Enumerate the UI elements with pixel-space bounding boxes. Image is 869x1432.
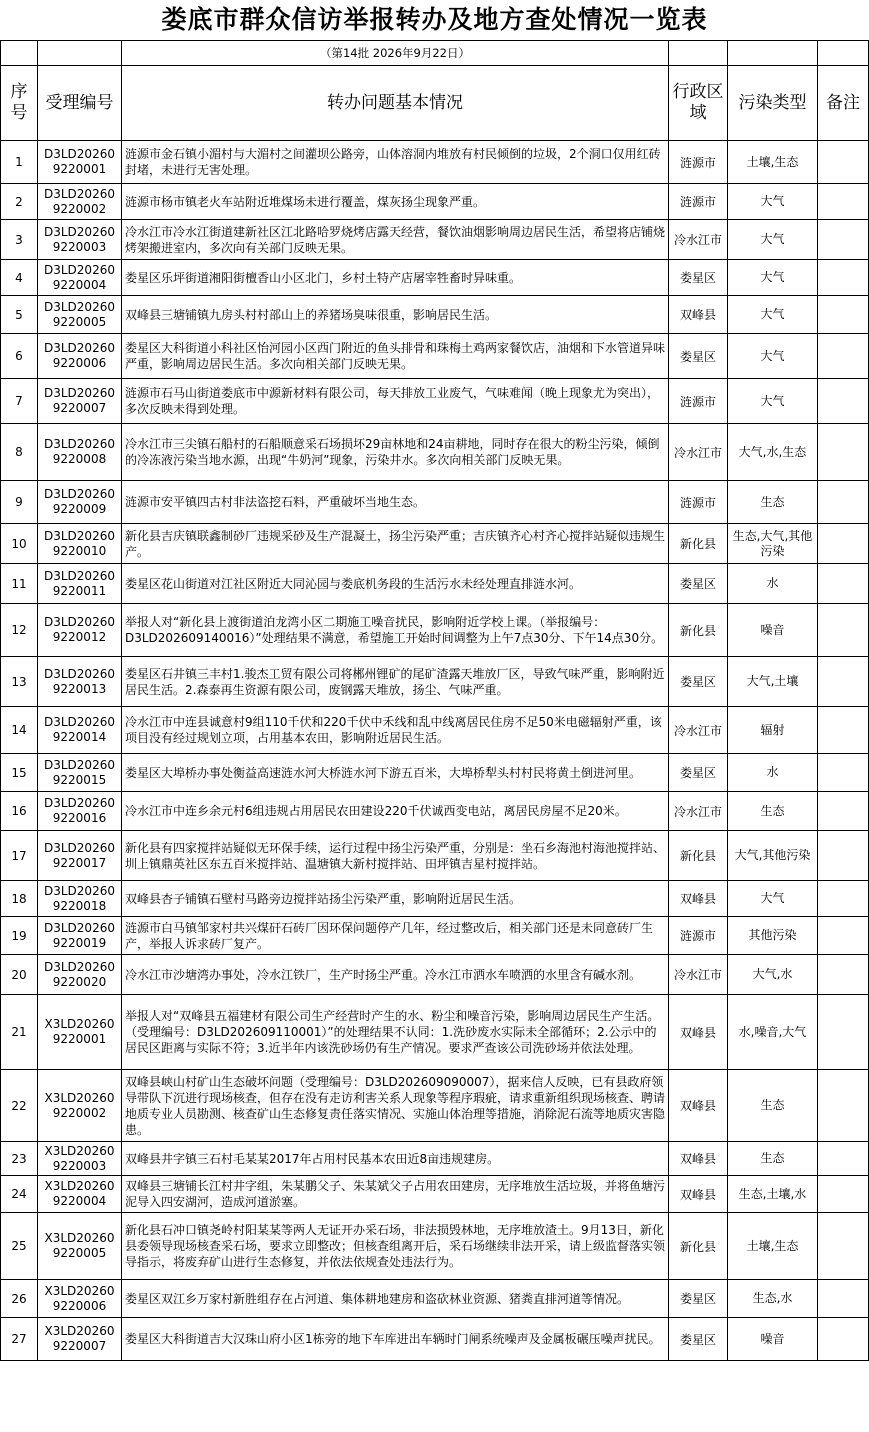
cell-id: X3LD202609220002 <box>38 1070 122 1142</box>
cell-no: 17 <box>1 831 38 881</box>
report-table <box>0 40 869 1361</box>
cell-desc: 娄星区大科街道吉大汉珠山府小区1栋旁的地下车库进出车辆时门闸系统噪声及金属板碾压噪声扰民。 <box>122 1318 669 1361</box>
cell-desc: 冷水江市沙塘湾办事处，冷水江铁厂，生产时扬尘严重。冷水江市洒水车喷洒的水里含有碱水剂。 <box>122 955 669 995</box>
cell-type: 生态 <box>728 1070 818 1142</box>
cell-remark <box>818 604 869 657</box>
cell-type: 土壤,生态 <box>728 141 818 184</box>
cell-remark <box>818 831 869 881</box>
cell-desc: 娄星区大埠桥办事处衡益高速涟水河大桥涟水河下游五百米，大埠桥犁头村村民将黄土倒进河里。 <box>122 754 669 792</box>
cell-id: D3LD202609220015 <box>38 754 122 792</box>
cell-desc: 涟源市石马山街道娄底市中源新材料有限公司，每天排放工业废气，气味难闻（晚上现象尤为突出），多次反映未得到处理。 <box>122 379 669 424</box>
cell-desc: 双峰县峡山村矿山生态破坏问题（受理编号：D3LD202609090007），据来信人反映，已有县政府领导带队下沉进行现场核查，但存在没有走访利害关系人现象等程序瑕疵，请求重新组织现场核查、聘请地质专业人员勘测、核查矿山生态修复责任落实情况、实施山体治理等措施，消除泥石流等地质灾害隐患。 <box>122 1070 669 1142</box>
cell-id: D3LD202609220013 <box>38 657 122 707</box>
cell-remark <box>818 881 869 917</box>
cell-no: 18 <box>1 881 38 917</box>
table-row <box>1 424 869 481</box>
cell-remark <box>818 1070 869 1142</box>
cell-no: 25 <box>1 1213 38 1280</box>
cell-no: 6 <box>1 334 38 379</box>
cell-desc: 娄星区双江乡万家村新胜组存在占河道、集体耕地建房和盗砍林业资源、猪粪直排河道等情况。 <box>122 1280 669 1318</box>
batch-blank-cell <box>728 41 818 66</box>
batch-blank-cell <box>818 41 869 66</box>
cell-no: 13 <box>1 657 38 707</box>
table-row <box>1 260 869 296</box>
cell-desc: 娄星区乐坪街道湘阳街檀香山小区北门，乡村土特产店屠宰牲畜时异味重。 <box>122 260 669 296</box>
header-region: 行政区域 <box>669 66 728 141</box>
cell-region: 娄星区 <box>669 754 728 792</box>
cell-desc: 新化县吉庆镇联鑫制砂厂违规采砂及生产混凝土，扬尘污染严重；吉庆镇齐心村齐心搅拌站疑似违规生产。 <box>122 524 669 564</box>
cell-id: D3LD202609220018 <box>38 881 122 917</box>
cell-type: 大气 <box>728 334 818 379</box>
cell-no: 20 <box>1 955 38 995</box>
cell-no: 15 <box>1 754 38 792</box>
cell-type: 大气,土壤 <box>728 657 818 707</box>
cell-remark <box>818 220 869 260</box>
cell-desc: 涟源市白马镇邹家村共兴煤矸石砖厂因环保问题停产几年，经过整改后，相关部门还是未同意砖厂生产，举报人诉求砖厂复产。 <box>122 917 669 955</box>
cell-type: 生态 <box>728 1142 818 1176</box>
cell-id: D3LD202609220011 <box>38 564 122 604</box>
cell-no: 9 <box>1 481 38 524</box>
cell-no: 14 <box>1 707 38 754</box>
table-row <box>1 296 869 334</box>
cell-desc: 新化县石冲口镇尧岭村阳某某等两人无证开办采石场，非法损毁林地，无序堆放渣土。9月13日，新化县委领导现场核查采石场，要求立即整改；但核查组离开后，采石场继续非法开采，请上级监督落实领导指示，将废弃矿山进行生态修复，并依法依规查处违法行为。 <box>122 1213 669 1280</box>
cell-remark <box>818 481 869 524</box>
cell-region: 娄星区 <box>669 260 728 296</box>
cell-no: 11 <box>1 564 38 604</box>
table-row <box>1 917 869 955</box>
cell-region: 涟源市 <box>669 184 728 220</box>
cell-type: 大气 <box>728 881 818 917</box>
cell-region: 冷水江市 <box>669 424 728 481</box>
cell-region: 双峰县 <box>669 1176 728 1213</box>
cell-region: 双峰县 <box>669 881 728 917</box>
cell-type: 大气,水 <box>728 955 818 995</box>
cell-id: D3LD202609220007 <box>38 379 122 424</box>
cell-no: 3 <box>1 220 38 260</box>
cell-type: 生态,水 <box>728 1280 818 1318</box>
cell-no: 4 <box>1 260 38 296</box>
cell-id: D3LD202609220004 <box>38 260 122 296</box>
cell-type: 大气 <box>728 184 818 220</box>
cell-desc: 冷水江市冷水江街道建新社区江北路哈罗烧烤店露天经营，餐饮油烟影响周边居民生活，希望将店铺烧烤架搬进室内，多次向有关部门反映无果。 <box>122 220 669 260</box>
cell-no: 5 <box>1 296 38 334</box>
cell-type: 噪音 <box>728 604 818 657</box>
cell-remark <box>818 1142 869 1176</box>
cell-region: 涟源市 <box>669 481 728 524</box>
cell-desc: 娄星区大科街道小科社区怡河园小区西门附近的鱼头排骨和珠梅土鸡两家餐饮店，油烟和下水管道异味严重，影响周边居民生活。多次向相关部门反映无果。 <box>122 334 669 379</box>
cell-id: D3LD202609220019 <box>38 917 122 955</box>
cell-id: X3LD202609220004 <box>38 1176 122 1213</box>
cell-remark <box>818 379 869 424</box>
table-row <box>1 379 869 424</box>
document-title: 娄底市群众信访举报转办及地方查处情况一览表 <box>161 5 708 34</box>
table-row <box>1 881 869 917</box>
table-row <box>1 481 869 524</box>
table-row <box>1 1280 869 1318</box>
cell-region: 新化县 <box>669 831 728 881</box>
cell-no: 26 <box>1 1280 38 1318</box>
cell-remark <box>818 296 869 334</box>
cell-remark <box>818 792 869 831</box>
cell-desc: 举报人对“双峰县五福建材有限公司生产经营时产生的水、粉尘和噪音污染，影响周边居民生产生活。（受理编号：D3LD202609110001）”的处理结果不认同：1.洗砂废水实际未全部循环；2.公示中的居民区距离与实际不符；3.近半年内该洗砂场仍有生产情况。要求严查该公司洗砂场并依法处理。 <box>122 995 669 1070</box>
cell-id: X3LD202609220001 <box>38 995 122 1070</box>
cell-id: D3LD202609220008 <box>38 424 122 481</box>
cell-no: 19 <box>1 917 38 955</box>
cell-remark <box>818 141 869 184</box>
cell-id: X3LD202609220005 <box>38 1213 122 1280</box>
header-type: 污染类型 <box>728 66 818 141</box>
table-row <box>1 707 869 754</box>
cell-type: 土壤,生态 <box>728 1213 818 1280</box>
cell-region: 涟源市 <box>669 141 728 184</box>
cell-desc: 双峰县三塘铺长江村井字组，朱某鹏父子、朱某斌父子占用农田建房，无序堆放生活垃圾，并将鱼塘污泥导入四安湖河，造成河道淤塞。 <box>122 1176 669 1213</box>
cell-remark <box>818 917 869 955</box>
cell-no: 12 <box>1 604 38 657</box>
table-row <box>1 1142 869 1176</box>
cell-no: 23 <box>1 1142 38 1176</box>
table-row <box>1 955 869 995</box>
cell-no: 1 <box>1 141 38 184</box>
header-row <box>1 66 869 141</box>
table-row <box>1 184 869 220</box>
cell-region: 冷水江市 <box>669 955 728 995</box>
table-row <box>1 1318 869 1361</box>
cell-remark <box>818 707 869 754</box>
cell-remark <box>818 334 869 379</box>
cell-remark <box>818 524 869 564</box>
table-row <box>1 831 869 881</box>
cell-type: 水 <box>728 754 818 792</box>
table-row <box>1 657 869 707</box>
cell-region: 双峰县 <box>669 995 728 1070</box>
cell-desc: 双峰县杏子铺镇石壁村马路旁边搅拌站扬尘污染严重，影响附近居民生活。 <box>122 881 669 917</box>
cell-desc: 新化县有四家搅拌站疑似无环保手续，运行过程中扬尘污染严重，分别是：坐石乡海池村海池搅拌站、圳上镇鼎英社区东五百米搅拌站、温塘镇大新村搅拌站、田坪镇吉星村搅拌站。 <box>122 831 669 881</box>
cell-type: 大气 <box>728 260 818 296</box>
table-row <box>1 564 869 604</box>
cell-remark <box>818 1318 869 1361</box>
cell-remark <box>818 184 869 220</box>
cell-remark <box>818 1176 869 1213</box>
batch-blank-cell <box>669 41 728 66</box>
cell-region: 冷水江市 <box>669 707 728 754</box>
cell-remark <box>818 754 869 792</box>
cell-id: D3LD202609220002 <box>38 184 122 220</box>
cell-id: X3LD202609220006 <box>38 1280 122 1318</box>
cell-region: 新化县 <box>669 1213 728 1280</box>
cell-desc: 举报人对“新化县上渡街道泊龙湾小区二期施工噪音扰民，影响附近学校上课。（举报编号：D3LD202609140016）”处理结果不满意，希望施工开始时间调整为上午7点30分、下午14点30分。 <box>122 604 669 657</box>
cell-no: 8 <box>1 424 38 481</box>
cell-type: 水 <box>728 564 818 604</box>
cell-desc: 娄星区花山街道对江社区附近大同沁园与娄底机务段的生活污水未经处理直排涟水河。 <box>122 564 669 604</box>
cell-no: 27 <box>1 1318 38 1361</box>
cell-id: D3LD202609220006 <box>38 334 122 379</box>
cell-no: 24 <box>1 1176 38 1213</box>
cell-remark <box>818 657 869 707</box>
table-row <box>1 141 869 184</box>
cell-id: D3LD202609220016 <box>38 792 122 831</box>
cell-region: 娄星区 <box>669 1318 728 1361</box>
cell-desc: 涟源市杨市镇老火车站附近堆煤场未进行覆盖，煤灰扬尘现象严重。 <box>122 184 669 220</box>
cell-no: 21 <box>1 995 38 1070</box>
cell-type: 生态,大气,其他污染 <box>728 524 818 564</box>
batch-row <box>1 41 869 66</box>
cell-remark <box>818 955 869 995</box>
cell-no: 7 <box>1 379 38 424</box>
cell-region: 涟源市 <box>669 917 728 955</box>
cell-desc: 涟源市安平镇四古村非法盗挖石料，严重破坏当地生态。 <box>122 481 669 524</box>
cell-id: D3LD202609220012 <box>38 604 122 657</box>
cell-id: D3LD202609220001 <box>38 141 122 184</box>
cell-id: X3LD202609220007 <box>38 1318 122 1361</box>
cell-type: 辐射 <box>728 707 818 754</box>
cell-id: D3LD202609220005 <box>38 296 122 334</box>
cell-type: 大气,其他污染 <box>728 831 818 881</box>
table-row <box>1 220 869 260</box>
cell-desc: 冷水江市三尖镇石船村的石船顺意采石场损坏29亩林地和24亩耕地，同时存在很大的粉尘污染，倾倒的冷冻液污染当地水源，出现“牛奶河”现象，污染井水。多次向相关部门反映无果。 <box>122 424 669 481</box>
cell-type: 大气 <box>728 296 818 334</box>
cell-region: 新化县 <box>669 524 728 564</box>
table-row <box>1 1176 869 1213</box>
cell-desc: 涟源市金石镇小湄村与大湄村之间灌坝公路旁，山体溶洞内堆放有村民倾倒的垃圾，2个洞口仅用红砖封堵，未进行无害处理。 <box>122 141 669 184</box>
cell-region: 新化县 <box>669 604 728 657</box>
cell-region: 冷水江市 <box>669 220 728 260</box>
cell-no: 16 <box>1 792 38 831</box>
cell-no: 2 <box>1 184 38 220</box>
header-no: 序号 <box>1 66 38 141</box>
cell-id: D3LD202609220014 <box>38 707 122 754</box>
cell-remark <box>818 995 869 1070</box>
cell-remark <box>818 260 869 296</box>
header-desc: 转办问题基本情况 <box>122 66 669 141</box>
cell-no: 10 <box>1 524 38 564</box>
table-row <box>1 334 869 379</box>
table-row <box>1 995 869 1070</box>
cell-region: 双峰县 <box>669 1142 728 1176</box>
cell-id: X3LD202609220003 <box>38 1142 122 1176</box>
cell-id: D3LD202609220017 <box>38 831 122 881</box>
table-row <box>1 1070 869 1142</box>
cell-region: 娄星区 <box>669 657 728 707</box>
cell-type: 噪音 <box>728 1318 818 1361</box>
cell-region: 冷水江市 <box>669 792 728 831</box>
cell-type: 大气 <box>728 220 818 260</box>
cell-remark <box>818 564 869 604</box>
table-row <box>1 792 869 831</box>
cell-region: 双峰县 <box>669 1070 728 1142</box>
cell-type: 生态 <box>728 481 818 524</box>
cell-remark <box>818 424 869 481</box>
cell-region: 双峰县 <box>669 296 728 334</box>
cell-remark <box>818 1213 869 1280</box>
table-row <box>1 754 869 792</box>
cell-type: 大气,水,生态 <box>728 424 818 481</box>
cell-desc: 冷水江市中连乡余元村6组违规占用居民农田建设220千伏诚西变电站，离居民房屋不足20米。 <box>122 792 669 831</box>
table-row <box>1 524 869 564</box>
cell-type: 生态,土壤,水 <box>728 1176 818 1213</box>
batch-info: （第14批 2026年9月22日） <box>122 41 669 66</box>
batch-blank-cell <box>1 41 38 66</box>
cell-id: D3LD202609220009 <box>38 481 122 524</box>
cell-desc: 冷水江市中连县诚意村9组110千伏和220千伏中禾线和乱中线离居民住房不足50米电磁辐射严重，该项目没有经过规划立项，占用基本农田，影响附近居民生活。 <box>122 707 669 754</box>
cell-remark <box>818 1280 869 1318</box>
header-id: 受理编号 <box>38 66 122 141</box>
cell-region: 娄星区 <box>669 564 728 604</box>
cell-type: 生态 <box>728 792 818 831</box>
cell-region: 涟源市 <box>669 379 728 424</box>
cell-desc: 娄星区石井镇三丰村1.骏杰工贸有限公司将郴州锂矿的尾矿渣露天堆放厂区，导致气味严重，影响附近居民生活。2.森泰再生资源有限公司，废钢露天堆放，扬尘、气味严重。 <box>122 657 669 707</box>
cell-region: 娄星区 <box>669 1280 728 1318</box>
cell-desc: 双峰县三塘铺镇九房头村村部山上的养猪场臭味很重，影响居民生活。 <box>122 296 669 334</box>
cell-id: D3LD202609220020 <box>38 955 122 995</box>
table-row <box>1 604 869 657</box>
cell-id: D3LD202609220010 <box>38 524 122 564</box>
cell-region: 娄星区 <box>669 334 728 379</box>
header-remark: 备注 <box>818 66 869 141</box>
cell-desc: 双峰县井字镇三石村毛某某2017年占用村民基本农田近8亩违规建房。 <box>122 1142 669 1176</box>
cell-id: D3LD202609220003 <box>38 220 122 260</box>
cell-type: 其他污染 <box>728 917 818 955</box>
cell-no: 22 <box>1 1070 38 1142</box>
batch-blank-cell <box>38 41 122 66</box>
table-row <box>1 1213 869 1280</box>
cell-type: 大气 <box>728 379 818 424</box>
cell-type: 水,噪音,大气 <box>728 995 818 1070</box>
